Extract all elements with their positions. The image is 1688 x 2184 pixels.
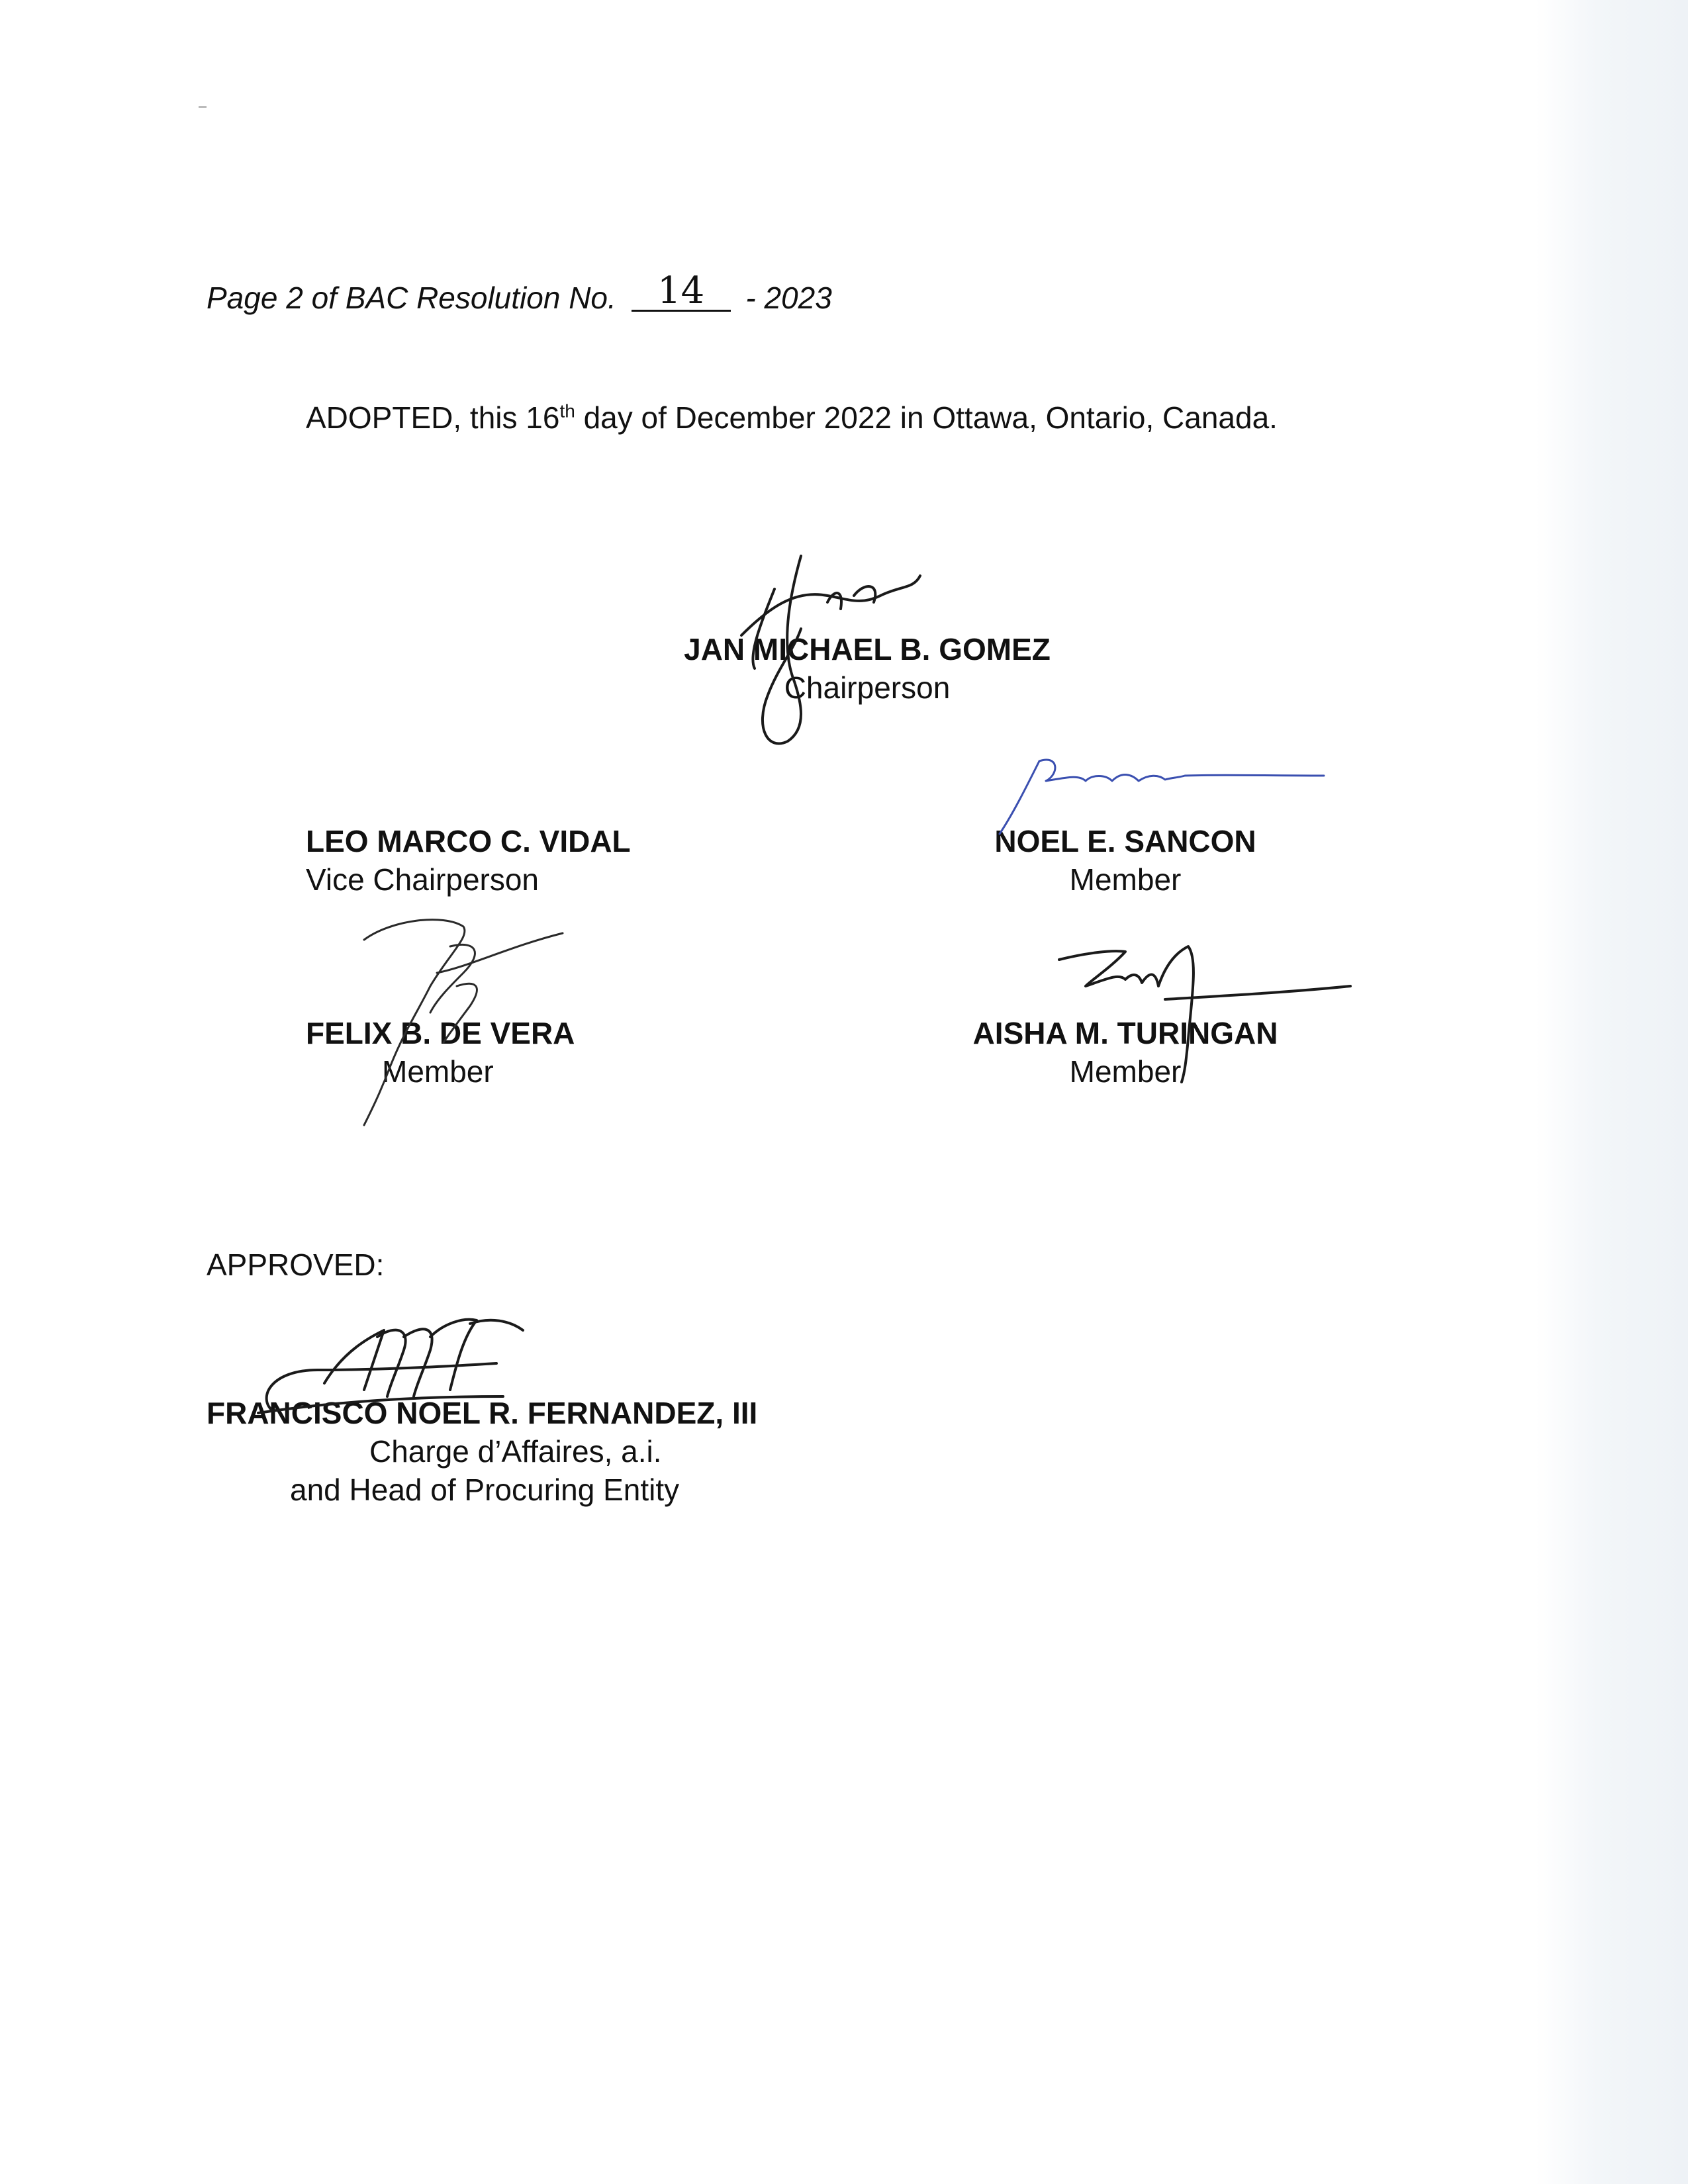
member-turingan-title: Member — [1069, 1054, 1182, 1089]
header-prefix: Page 2 of BAC Resolution No. — [207, 281, 616, 315]
chair-title: Chairperson — [784, 670, 951, 705]
signature-block-vice-chair — [306, 822, 631, 899]
header-suffix: - 2023 — [745, 281, 832, 315]
member-devera-title: Member — [382, 1054, 494, 1089]
chair-name: JAN MICHAEL B. GOMEZ — [684, 632, 1051, 666]
scan-shadow-edge — [1536, 0, 1688, 2184]
approved-label: APPROVED: — [207, 1248, 385, 1282]
approver-name: FRANCISCO NOEL R. FERNANDEZ, III — [207, 1396, 758, 1430]
adopted-text-start: ADOPTED, this 16 — [306, 400, 560, 435]
adopted-statement — [306, 400, 1278, 435]
vice-chair-title: Vice Chairperson — [306, 862, 539, 897]
member-devera-name: FELIX B. DE VERA — [306, 1016, 575, 1050]
approver-title-line2: and Head of Procuring Entity — [290, 1473, 680, 1507]
signature-block-member-devera — [306, 1014, 575, 1091]
adopted-ordinal: th — [559, 400, 575, 422]
signature-block-approver — [207, 1394, 757, 1509]
adopted-text-end: day of December 2022 in Ottawa, Ontario, Canada. — [575, 400, 1278, 435]
signature-block-chair — [642, 630, 1092, 707]
vice-chair-name: LEO MARCO C. VIDAL — [306, 824, 631, 858]
resolution-number: 14 — [632, 273, 731, 312]
scan-speck — [199, 106, 207, 108]
approver-title-line1: Charge d’Affaires, a.i. — [369, 1434, 662, 1469]
member-sancon-title: Member — [1069, 862, 1182, 897]
member-turingan-name: AISHA M. TURINGAN — [972, 1016, 1278, 1050]
member-sancon-name: NOEL E. SANCON — [994, 824, 1256, 858]
resolution-header — [207, 269, 832, 317]
signature-block-member-sancon — [914, 822, 1337, 899]
signature-block-member-turingan — [914, 1014, 1337, 1091]
